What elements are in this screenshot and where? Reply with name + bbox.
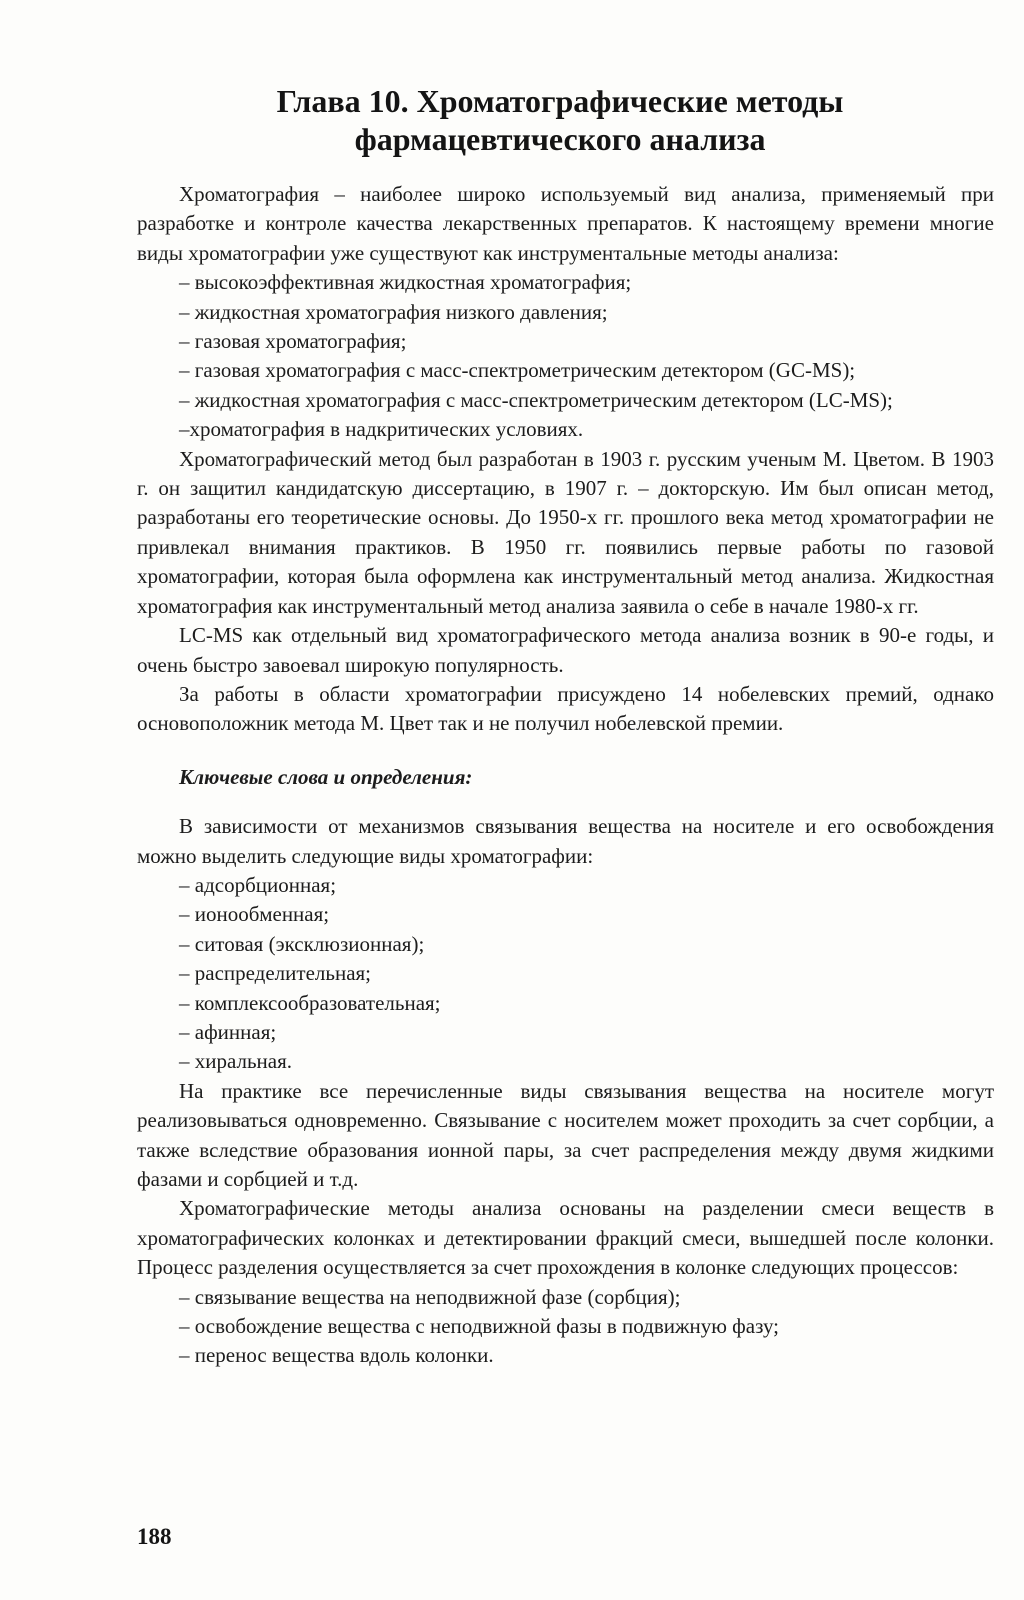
- list-item: – высокоэффективная жидкостная хроматография;: [179, 270, 632, 295]
- list-item: – жидкостная хроматография низкого давления;: [179, 299, 608, 324]
- list-item: – адсорбционная;: [179, 872, 337, 897]
- list-item: – связывание вещества на неподвижной фазе (сорбция);: [179, 1284, 681, 1309]
- list-item: – афинная;: [179, 1019, 277, 1044]
- list-item: – газовая хроматография с масс-спектрометрическим детектором (GC-MS);: [179, 358, 856, 383]
- history-paragraph: За работы в области хроматографии присуждено 14 нобелевских премий, однако основоположник метода М. Цвет так и не получил нобелевской премии.: [137, 681, 994, 736]
- list-item: – газовая хроматография;: [179, 329, 407, 354]
- list-item: – ситовая (эксклюзионная);: [179, 931, 425, 956]
- list-item: – распределительная;: [179, 961, 372, 986]
- list-item: – ионообменная;: [179, 902, 330, 927]
- keywords-heading: Ключевые слова и определения:: [179, 764, 473, 789]
- list-item: –хроматография в надкритических условиях.: [179, 417, 584, 442]
- body-text: [137, 180, 994, 1371]
- practice-paragraph: На практике все перечисленные виды связывания вещества на носителе могут реализовываться одновременно. Связывание с носителем может проходить за счет сорбции, а также вследствие образования ионной пары, за счет распределения между двумя жидкими фазами и сорбцией и т.д.: [137, 1078, 994, 1191]
- list-item: – жидкостная хроматография с масс-спектрометрическим детектором (LC-MS);: [179, 387, 893, 412]
- list-item: – комплексообразовательная;: [179, 990, 441, 1015]
- list-item: – хиральная.: [179, 1049, 293, 1074]
- history-paragraph: LC-MS как отдельный вид хроматографического метода анализа возник в 90-е годы, и очень быстро завоевал широкую популярность.: [137, 623, 994, 677]
- chapter-title-line-1: Глава 10. Хроматографические методы: [276, 83, 844, 119]
- methods-paragraph: Хроматографические методы анализа основаны на разделении смеси веществ в хроматографических колонках и детектировании фракций смеси, вышедшей после колонки. Процесс разделения осуществляется за счет прохождения в колонке следующих процессов:: [137, 1196, 994, 1280]
- page-number: 188: [137, 1524, 172, 1549]
- list-item: – освобождение вещества с неподвижной фазы в подвижную фазу;: [179, 1314, 780, 1339]
- history-paragraph: Хроматографический метод был разработан в 1903 г. русским ученым М. Цветом. В 1903 г. он защитил кандидатскую диссертацию, в 1907 г. – докторскую. Им был описан метод, разработаны его теоретические основы. До 1950-х гг. прошлого века метод хроматографии не привлекал внимания практиков. В 1950 гг. появились первые работы по газовой хроматографии, которая была оформлена как инструментальный метод анализа. Жидкостная хроматография как инструментальный метод анализа заявила о себе в начале 1980-х гг.: [137, 446, 994, 618]
- chapter-title: [120, 82, 1000, 158]
- types-paragraph: В зависимости от механизмов связывания вещества на носителе и его освобождения можно выделить следующие виды хроматографии:: [137, 814, 994, 868]
- chapter-title-line-2: фармацевтического анализа: [354, 121, 766, 157]
- intro-paragraph: Хроматография – наиболее широко используемый вид анализа, применяемый при разработке и контроле качества лекарственных препаратов. К настоящему времени многие виды хроматографии уже существуют как инструментальные методы анализа:: [137, 182, 994, 265]
- list-item: – перенос вещества вдоль колонки.: [179, 1343, 494, 1368]
